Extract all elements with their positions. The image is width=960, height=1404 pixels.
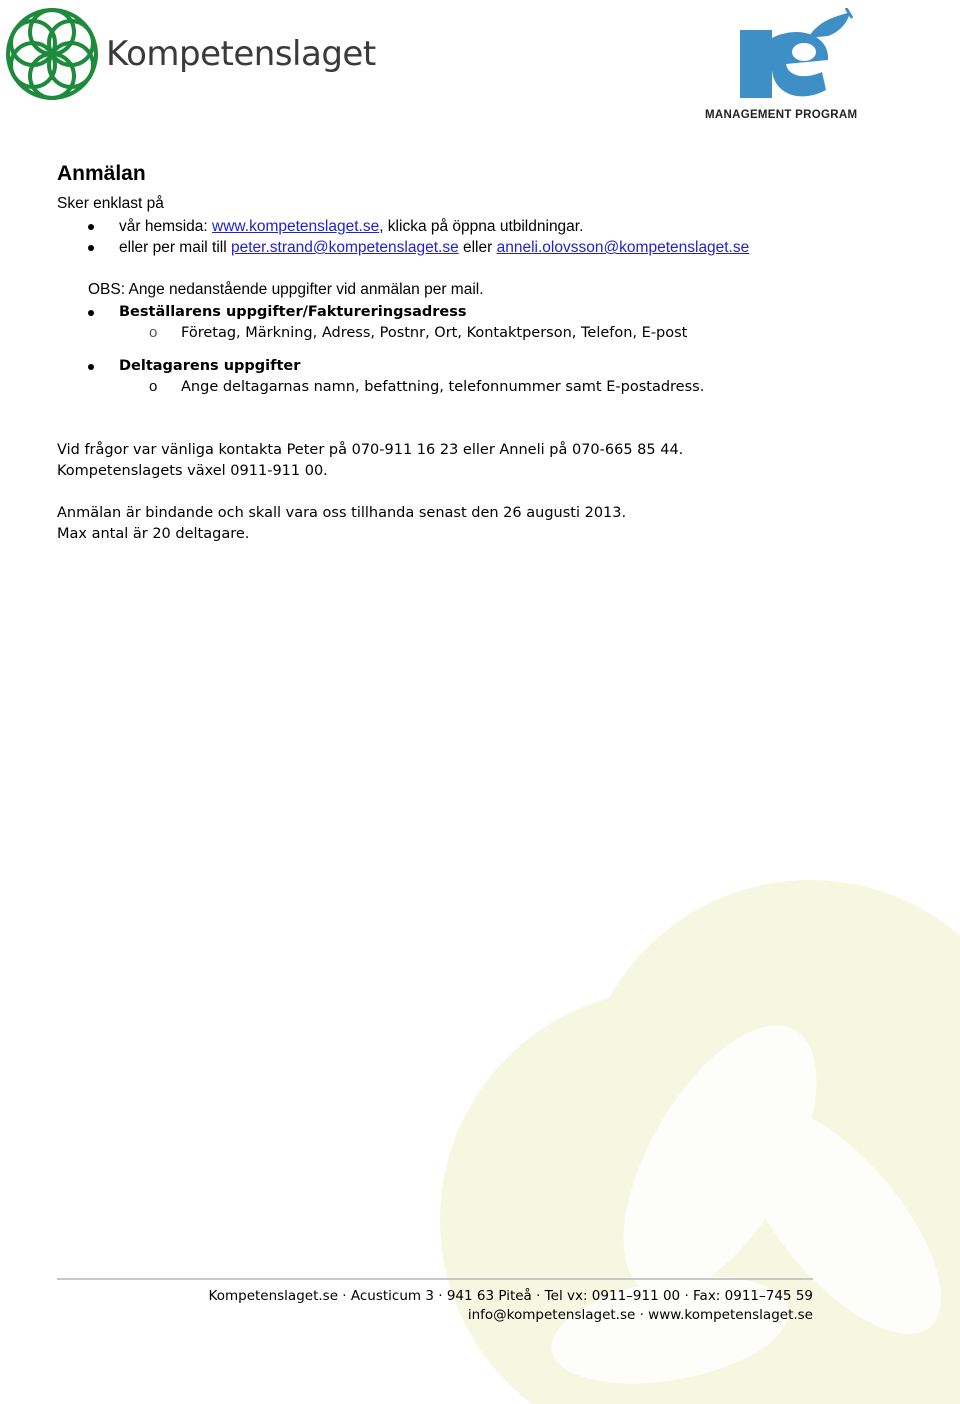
deadline-line-2: Max antal är 20 deltagare. [57,526,250,542]
mail-middle: eller [458,239,497,256]
obs-text: OBS: Ange nedanstående uppgifter vid anmälan per mail. [88,281,484,298]
participant-fields: Ange deltagarnas namn, befattning, telefonnummer samt E-postadress. [181,379,705,395]
website-link[interactable]: www.kompetenslaget.se [212,218,380,235]
footer-divider [57,1278,813,1280]
orderer-fields: Företag, Märkning, Adress, Postnr, Ort, Kontaktperson, Telefon, E-post [181,325,688,341]
flower-logo-icon [2,4,102,104]
sub-bullet-icon: o [149,324,158,341]
kompetenslaget-logo [2,4,376,104]
management-program-text: MANAGEMENT PROGRAM [705,109,858,121]
intro-text: Sker enklast på [57,195,164,212]
anneli-email-link[interactable]: anneli.olovsson@kompetenslaget.se [496,239,750,256]
brand-e-icon [700,8,860,104]
peter-email-link[interactable]: peter.strand@kompetenslaget.se [230,239,459,256]
contact-line-2: Kompetenslagets växel 0911-911 00. [57,463,328,479]
mail-prefix: eller per mail till [119,239,231,256]
mail-line [119,238,749,258]
page-title: Anmälan [57,162,146,185]
participant-heading: Deltagarens uppgifter [119,358,301,374]
bullet-icon [88,364,94,370]
contact-line-1: Vid frågor var vänliga kontakta Peter på 070-911 16 23 eller Anneli på 070-665 85 44. [57,442,684,458]
bullet-icon [88,224,94,230]
bullet-icon [88,245,94,251]
footer-address: Kompetenslaget.se · Acusticum 3 · 941 63 Piteå · Tel vx: 0911–911 00 · Fax: 0911–745 59 [208,1288,813,1304]
website-line [119,217,583,237]
deadline-line-1: Anmälan är bindande och skall vara oss tillhanda senast den 26 augusti 2013. [57,505,627,521]
bullet-icon [88,310,94,316]
website-prefix: vår hemsida: [119,218,213,235]
footer-contact: info@kompetenslaget.se · www.kompetenslaget.se [467,1307,813,1323]
orderer-heading: Beställarens uppgifter/Faktureringsadress [119,304,467,320]
logo-wordmark: Kompetenslaget [106,34,376,74]
management-program-logo [700,8,860,126]
website-suffix: , klicka på öppna utbildningar. [379,218,584,235]
sub-bullet-icon: o [149,378,158,395]
